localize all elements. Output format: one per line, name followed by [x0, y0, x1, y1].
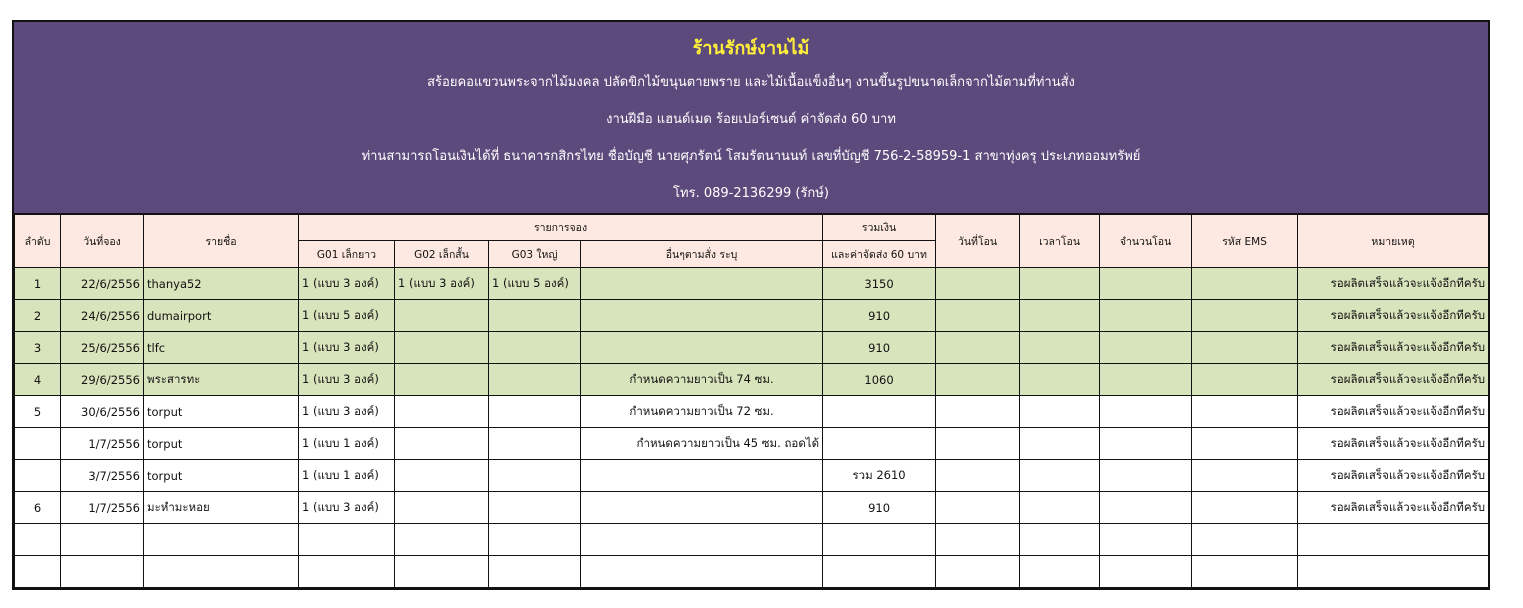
cell-note: รอผลิตเสร็จแล้วจะแจ้งอีกทีครับ	[1298, 332, 1489, 364]
cell-total: 910	[823, 300, 936, 332]
cell-name: dumairport	[144, 300, 299, 332]
cell-ems	[1192, 428, 1298, 460]
table-row	[15, 556, 1489, 588]
cell-g02	[395, 332, 489, 364]
cell-g01	[299, 556, 395, 588]
cell-total	[823, 556, 936, 588]
cell-date: 25/6/2556	[61, 332, 144, 364]
cell-date: 24/6/2556	[61, 300, 144, 332]
cell-date: 29/6/2556	[61, 364, 144, 396]
cell-g01: 1 (แบบ 3 องค์)	[299, 396, 395, 428]
cell-transfer-date	[936, 396, 1020, 428]
cell-total	[823, 524, 936, 556]
header-note: หมายเหตุ	[1298, 215, 1489, 268]
table-row	[15, 300, 1489, 332]
cell-g01: 1 (แบบ 5 องค์)	[299, 300, 395, 332]
cell-amount	[1100, 332, 1192, 364]
cell-other: กำหนดความยาวเป็น 72 ซม.	[581, 396, 823, 428]
header-name: รายชื่อ	[144, 215, 299, 268]
cell-name	[144, 524, 299, 556]
cell-g01: 1 (แบบ 1 องค์)	[299, 428, 395, 460]
cell-transfer-date	[936, 364, 1020, 396]
cell-transfer-time	[1020, 332, 1100, 364]
cell-amount	[1100, 396, 1192, 428]
cell-date: 1/7/2556	[61, 492, 144, 524]
cell-transfer-time	[1020, 300, 1100, 332]
cell-name: มะหำมะหอย	[144, 492, 299, 524]
cell-date	[61, 556, 144, 588]
cell-g01: 1 (แบบ 3 องค์)	[299, 332, 395, 364]
banner-phone: โทร. 089-2136299 (รักษ์)	[673, 186, 829, 201]
shop-title: ร้านรักษ์งานไม้	[692, 38, 810, 59]
header-no: ลำดับ	[15, 215, 61, 268]
cell-g03: 1 (แบบ 5 องค์)	[489, 268, 581, 300]
cell-g02	[395, 396, 489, 428]
header-amount: จำนวนโอน	[1100, 215, 1192, 268]
cell-total	[823, 428, 936, 460]
cell-transfer-time	[1020, 492, 1100, 524]
cell-ems	[1192, 524, 1298, 556]
table-row	[15, 524, 1489, 556]
header-transfer-date: วันที่โอน	[936, 215, 1020, 268]
cell-amount	[1100, 524, 1192, 556]
cell-ems	[1192, 300, 1298, 332]
cell-ems	[1192, 396, 1298, 428]
shop-banner	[14, 22, 1488, 214]
cell-amount	[1100, 428, 1192, 460]
cell-ems	[1192, 556, 1298, 588]
cell-date: 3/7/2556	[61, 460, 144, 492]
cell-name: thanya52	[144, 268, 299, 300]
cell-ems	[1192, 492, 1298, 524]
cell-g02	[395, 300, 489, 332]
cell-no: 5	[15, 396, 61, 428]
cell-g01: 1 (แบบ 3 องค์)	[299, 364, 395, 396]
cell-name: torput	[144, 428, 299, 460]
table-row	[15, 268, 1489, 300]
cell-no: 4	[15, 364, 61, 396]
cell-transfer-time	[1020, 524, 1100, 556]
cell-other	[581, 332, 823, 364]
cell-ems	[1192, 364, 1298, 396]
cell-date: 30/6/2556	[61, 396, 144, 428]
cell-g03	[489, 460, 581, 492]
cell-amount	[1100, 460, 1192, 492]
cell-g02	[395, 492, 489, 524]
cell-g03	[489, 524, 581, 556]
cell-g02	[395, 428, 489, 460]
cell-other: กำหนดความยาวเป็น 45 ซม. ถอดได้	[581, 428, 823, 460]
cell-total	[823, 396, 936, 428]
banner-description: สร้อยคอแขวนพระจากไม้มงคล ปลัดขิกไม้ขนุนตายพราย และไม้เนื้อแข็งอื่นๆ งานขึ้นรูปขนาดเล็กจากไม้ตามที่ท่านสั่ง	[427, 75, 1075, 90]
cell-transfer-date	[936, 332, 1020, 364]
cell-date: 1/7/2556	[61, 428, 144, 460]
cell-no	[15, 428, 61, 460]
cell-name: tlfc	[144, 332, 299, 364]
cell-total: 910	[823, 492, 936, 524]
cell-g03	[489, 300, 581, 332]
cell-g03	[489, 364, 581, 396]
cell-g02: 1 (แบบ 3 องค์)	[395, 268, 489, 300]
cell-note: รอผลิตเสร็จแล้วจะแจ้งอีกทีครับ	[1298, 300, 1489, 332]
cell-transfer-date	[936, 556, 1020, 588]
table-row	[15, 492, 1489, 524]
header-ems: รหัส EMS	[1192, 215, 1298, 268]
cell-date: 22/6/2556	[61, 268, 144, 300]
cell-note: รอผลิตเสร็จแล้วจะแจ้งอีกทีครับ	[1298, 460, 1489, 492]
table-row	[15, 364, 1489, 396]
cell-name: torput	[144, 460, 299, 492]
header-g02: G02 เล็กสั้น	[395, 241, 489, 268]
orders-table	[14, 214, 1489, 588]
cell-ems	[1192, 460, 1298, 492]
cell-no	[15, 556, 61, 588]
table-row	[15, 428, 1489, 460]
cell-g02	[395, 556, 489, 588]
cell-other: กำหนดความยาวเป็น 74 ซม.	[581, 364, 823, 396]
header-other: อื่นๆตามสั่ง ระบุ	[581, 241, 823, 268]
cell-ems	[1192, 332, 1298, 364]
table-row	[15, 332, 1489, 364]
table-row	[15, 396, 1489, 428]
cell-g02	[395, 460, 489, 492]
cell-transfer-time	[1020, 364, 1100, 396]
cell-transfer-date	[936, 300, 1020, 332]
cell-transfer-date	[936, 460, 1020, 492]
header-g01: G01 เล็กยาว	[299, 241, 395, 268]
cell-no: 3	[15, 332, 61, 364]
cell-amount	[1100, 492, 1192, 524]
header-g03: G03 ใหญ่	[489, 241, 581, 268]
header-booking-date: วันที่จอง	[61, 215, 144, 268]
cell-other	[581, 268, 823, 300]
cell-total: รวม 2610	[823, 460, 936, 492]
cell-transfer-date	[936, 492, 1020, 524]
cell-name: torput	[144, 396, 299, 428]
cell-other	[581, 460, 823, 492]
cell-other	[581, 556, 823, 588]
cell-note: รอผลิตเสร็จแล้วจะแจ้งอีกทีครับ	[1298, 268, 1489, 300]
cell-no: 1	[15, 268, 61, 300]
header-total-line1: รวมเงิน	[823, 215, 936, 241]
cell-g01: 1 (แบบ 1 องค์)	[299, 460, 395, 492]
cell-transfer-date	[936, 428, 1020, 460]
cell-date	[61, 524, 144, 556]
header-order-group: รายการจอง	[299, 215, 823, 241]
cell-name	[144, 556, 299, 588]
cell-no	[15, 524, 61, 556]
cell-note: รอผลิตเสร็จแล้วจะแจ้งอีกทีครับ	[1298, 492, 1489, 524]
order-sheet	[12, 20, 1490, 590]
cell-other	[581, 524, 823, 556]
cell-note: รอผลิตเสร็จแล้วจะแจ้งอีกทีครับ	[1298, 396, 1489, 428]
cell-transfer-date	[936, 524, 1020, 556]
cell-note: รอผลิตเสร็จแล้วจะแจ้งอีกทีครับ	[1298, 364, 1489, 396]
cell-g01: 1 (แบบ 3 องค์)	[299, 492, 395, 524]
cell-g01	[299, 524, 395, 556]
cell-no	[15, 460, 61, 492]
cell-no: 2	[15, 300, 61, 332]
cell-amount	[1100, 556, 1192, 588]
cell-g03	[489, 332, 581, 364]
cell-note	[1298, 524, 1489, 556]
cell-amount	[1100, 268, 1192, 300]
cell-amount	[1100, 300, 1192, 332]
cell-other	[581, 492, 823, 524]
table-row	[15, 460, 1489, 492]
cell-other	[581, 300, 823, 332]
cell-total: 910	[823, 332, 936, 364]
cell-note	[1298, 556, 1489, 588]
cell-transfer-time	[1020, 396, 1100, 428]
cell-g03	[489, 428, 581, 460]
cell-total: 1060	[823, 364, 936, 396]
cell-g03	[489, 492, 581, 524]
cell-amount	[1100, 364, 1192, 396]
cell-no: 6	[15, 492, 61, 524]
cell-g02	[395, 364, 489, 396]
header-transfer-time: เวลาโอน	[1020, 215, 1100, 268]
banner-bank-info: ท่านสามารถโอนเงินได้ที่ ธนาคารกสิกรไทย ชื่อบัญชี นายศุภรัตน์ โสมรัตนานนท์ เลขที่บัญชี 756-2-58959-1 สาขาทุ่งครุ ประเภทออมทรัพย์	[361, 149, 1141, 164]
cell-transfer-time	[1020, 460, 1100, 492]
banner-shipping-note: งานฝีมือ แฮนด์เมด ร้อยเปอร์เซนต์ ค่าจัดส่ง 60 บาท	[606, 112, 896, 127]
cell-transfer-time	[1020, 428, 1100, 460]
cell-ems	[1192, 268, 1298, 300]
cell-name: พระสารทะ	[144, 364, 299, 396]
cell-transfer-date	[936, 268, 1020, 300]
cell-g03	[489, 556, 581, 588]
cell-transfer-time	[1020, 268, 1100, 300]
cell-transfer-time	[1020, 556, 1100, 588]
cell-note: รอผลิตเสร็จแล้วจะแจ้งอีกทีครับ	[1298, 428, 1489, 460]
cell-g01: 1 (แบบ 3 องค์)	[299, 268, 395, 300]
cell-g02	[395, 524, 489, 556]
cell-total: 3150	[823, 268, 936, 300]
cell-g03	[489, 396, 581, 428]
header-total-line2: และค่าจัดส่ง 60 บาท	[823, 241, 936, 268]
